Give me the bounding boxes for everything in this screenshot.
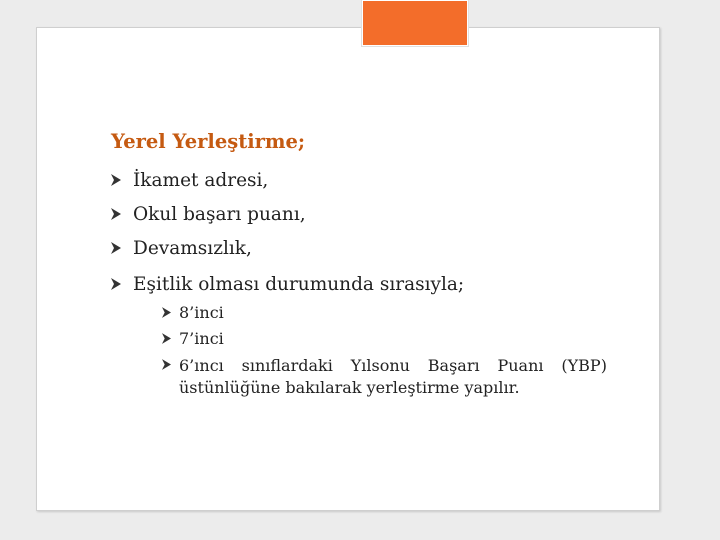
- slide-frame: [36, 27, 660, 511]
- word: Başarı: [427, 356, 480, 375]
- sub-bullet-text: 8’inci: [179, 303, 224, 322]
- sub-bullet-paragraph: [179, 355, 607, 399]
- arrow-right-icon: [111, 278, 121, 290]
- bullet-item: [111, 200, 306, 228]
- bullet-item: [111, 270, 464, 298]
- slide-title: Yerel Yerleştirme;: [111, 130, 306, 153]
- word: (YBP): [561, 356, 607, 375]
- sub-bullet-item: [162, 303, 224, 322]
- bullet-item: [111, 166, 268, 194]
- word: sınıflardaki: [241, 356, 333, 375]
- word: Yılsonu: [350, 356, 410, 375]
- arrow-right-icon: [162, 307, 171, 318]
- arrow-right-icon: [111, 208, 121, 220]
- arrow-right-icon: [162, 333, 171, 344]
- bullet-item: [111, 234, 252, 262]
- sub-bullet-text: 7’inci: [179, 329, 224, 348]
- word: 6’ıncı: [179, 356, 224, 375]
- word: Puanı: [497, 356, 544, 375]
- bullet-text: İkamet adresi,: [133, 169, 269, 191]
- bullet-text: Eşitlik olması durumunda sırasıyla;: [133, 273, 465, 295]
- sub-bullet-item: [162, 355, 179, 370]
- corner-accent-block: [362, 0, 468, 46]
- arrow-right-icon: [111, 174, 121, 186]
- bullet-text: Okul başarı puanı,: [133, 203, 306, 225]
- sub-bullet-item: [162, 329, 224, 348]
- bullet-text: Devamsızlık,: [133, 237, 252, 259]
- justified-line: [179, 355, 607, 377]
- arrow-right-icon: [111, 242, 121, 254]
- arrow-right-icon: [162, 359, 171, 370]
- continuation-line: üstünlüğüne bakılarak yerleştirme yapılır.: [179, 378, 520, 397]
